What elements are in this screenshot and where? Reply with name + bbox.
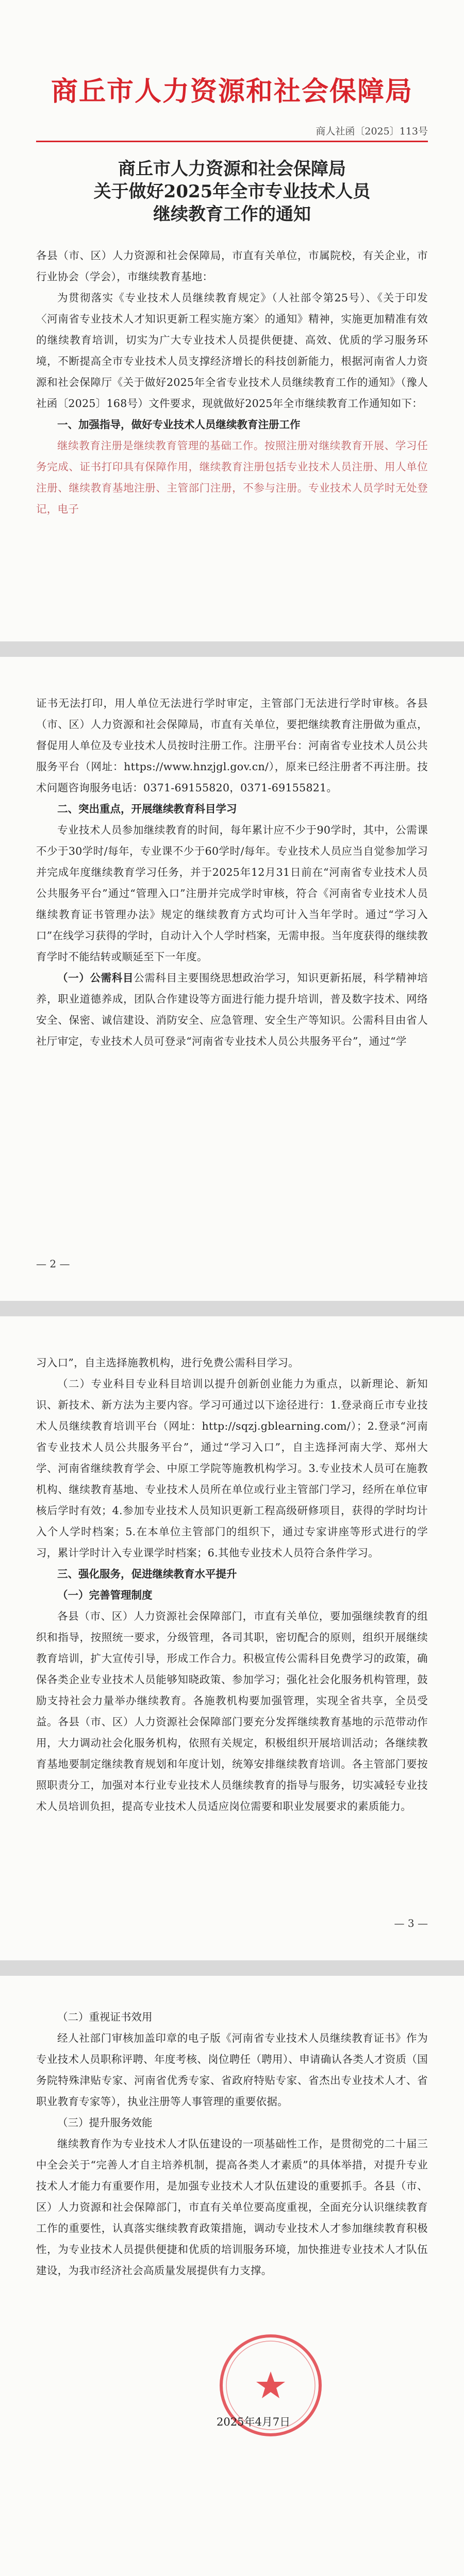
signature-date: 2025年4月7日 bbox=[217, 2416, 291, 2428]
section-2-paragraph-1: 专业技术人员参加继续教育的时间，每年累计应不少于90学时，其中，公需课不少于30学时/每年，专业课不少于60学时/每年。专业技术人员应当自觉参加学习并完成年度继续教育学习任务，并于2025年12月31日前在“河南省专业技术人员公共服务平台”通过“管理入口”注册并完成学时审核，符合《河南省专业技术人员继续教育证书管理办法》规定的继续教育方式均可计入当年学时。通过“学习入口”在线学习获得的学时，自动计入个人学时档案，无需申报。当年度获得的继续教育学时不能结转或顺延至下一年度。 bbox=[36, 824, 428, 963]
page-number-3: — 3 — bbox=[394, 1917, 428, 1929]
section-1-paragraph-1: 继续教育注册是继续教育管理的基础工作。按照注册对继续教育开展、学习任务完成、证书打印具有保障作用，继续教育注册包括专业技术人员注册、用人单位注册、继续教育基地注册、主管部门注册，不参与注册。专业技术人员学时无处登记，电子 bbox=[36, 439, 428, 515]
professional-subject-heading: （二）专业科目 bbox=[57, 1378, 136, 1390]
professional-subject-paragraph bbox=[36, 1374, 428, 1564]
section-1-heading: 一、加强指导，做好专业技术人员继续教育注册工作 bbox=[57, 418, 301, 431]
page-1 bbox=[0, 0, 464, 641]
professional-subject-text: 专业科目培训以提升创新创业能力为重点，以新理论、新知识、新技术、新方法为主要内容。学习可通过以下途径进行：1.登录商丘市专业技术人员继续教育培训平台（网址：http://sqzj.gblearning.com/）；2.登录“河南省专业技术人员公共服务平台”，通过“学习入口”，自主选择河南大学、郑州大学、河南省继续教育学会、中原工学院等施教机构学习。3.专业技术人员可在施教机构、继续教育基地、专业技术人员所在单位或行业主管部门学习，经所在单位审核后学时有效；4.参加专业技术人员知识更新工程高级研修项目，获得的学时均计入个人学时档案；5.在本单位主管部门的组织下，通过专家讲座等形式进行的学习，累计学时计入专业课学时档案；6.其他专业技术人员符合条件学习。 bbox=[36, 1378, 428, 1559]
intro-paragraph: 为贯彻落实《专业技术人员继续教育规定》（人社部令第25号）、《关于印发〈河南省专业技术人才知识更新工程实施方案〉的通知》精神，实施更加精准有效的继续教育培训，切实为广大专业技术人员提供便捷、高效、优质的学习服务环境，不断提高全市专业技术人员支撑经济增长的科技创新能力，根据河南省人力资源和社会保障厅《关于做好2025年全省专业技术人员继续教育工作的通知》（豫人社函〔2025〕168号）文件要求，现就做好2025年全市继续教育工作通知如下： bbox=[36, 292, 428, 410]
org-letterhead: 商丘市人力资源和社会保障局 bbox=[51, 76, 413, 107]
page-3 bbox=[0, 1316, 464, 1960]
public-subject-paragraph bbox=[36, 968, 428, 1052]
section-3-sub-2-text: 经人社部门审核加盖印章的电子版《河南省专业技术人员继续教育证书》作为专业技术人员职称评聘、年度考核、岗位聘任（聘用）、申请确认各类人才资质（国务院特殊津贴专家、河南省优秀专家、省政府特贴专家、省杰出专业技术人才、省职业教育专家等），执业注册等人事管理的重要依据。 bbox=[36, 2032, 428, 2108]
notice-title-line-2: 关于做好2025年全市专业技术人员 bbox=[93, 181, 371, 202]
page-2 bbox=[0, 657, 464, 1301]
section-2-heading: 二、突出重点，开展继续教育科目学习 bbox=[57, 803, 237, 815]
public-subject-text: 公需科目主要围绕思想政治学习，知识更新拓展，科学精神培养，职业道德养成，团队合作建设等方面进行能力提升培训，普及数字技术、网络安全、保密、诚信建设、消防安全、应急管理、安全生产等知识。公需科目由省人社厅审定，专业技术人员可登录“河南省专业技术人员公共服务平台”，通过“学 bbox=[36, 972, 428, 1047]
section-3-heading: 三、强化服务，促进继续教育水平提升 bbox=[57, 1568, 237, 1580]
page-4 bbox=[0, 1976, 464, 2576]
notice-title bbox=[36, 158, 428, 226]
page-number-2: — 2 — bbox=[36, 1258, 70, 1270]
section-3-sub-1-text: 各县（市、区）人力资源社会保障部门，市直有关单位，要加强继续教育的组织和指导，按照统一要求，分级管理，各司其职，密切配合的原则，组织开展继续教育培训，扩大宣传引导，形成工作合力。积极宣传公需科目免费学习的政策，确保各类企业专业技术人员能够知晓政策、参加学习；强化社会化服务机构管理，鼓励支持社会力量举办继续教育。各施教机构要加强管理，实现全省共享，全员受益。各县（市、区）人力资源社会保障部门要充分发挥继续教育基地的示范带动作用，大力调动社会化服务机构，依照有关规定，积极组织开展培训活动；各继续教育基地要制定继续教育规划和年度计划，统筹安排继续教育培训。各主管部门要按照职责分工，加强对本行业专业技术人员继续教育的指导与服务，切实减轻专业技术人员培训负担，提高专业技术人员适应岗位需要和职业发展要求的素质能力。 bbox=[36, 1610, 428, 1812]
section-3-sub-3-heading: （三）提升服务效能 bbox=[57, 2116, 153, 2129]
notice-title-line-3: 继续教育工作的通知 bbox=[153, 204, 311, 225]
document-number: 商人社函〔2025〕113号 bbox=[316, 126, 428, 137]
red-divider bbox=[36, 141, 428, 142]
public-subject-heading: （一）公需科目 bbox=[57, 972, 134, 984]
notice-title-line-1: 商丘市人力资源和社会保障局 bbox=[118, 159, 346, 179]
public-subject-text-continued: 习入口”，自主选择施教机构，进行免费公需科目学习。 bbox=[36, 1357, 299, 1369]
section-3-sub-2-heading: （二）重视证书效用 bbox=[57, 2011, 153, 2023]
addressee: 各县（市、区）人力资源和社会保障局，市直有关单位，市属院校，有关企业，市行业协会（学会），市继续教育基地： bbox=[36, 249, 428, 283]
section-3-sub-1-heading: （一）完善管理制度 bbox=[57, 1589, 153, 1601]
section-3-sub-3-text: 继续教育作为专业技术人才队伍建设的一项基础性工作，是贯彻党的二十届三中全会关于“完善人才自主培养机制，提高各类人才素质”的具体举措，对提升专业技术人才能力有重要作用，是加强专业技术人才队伍建设的重要抓手。各县（市、区）人力资源和社会保障部门，市直有关单位要高度重视，全面充分认识继续教育工作的重要性，认真落实继续教育政策措施，调动专业技术人才参加继续教育积极性，为专业技术人员提供便捷和优质的培训服务环境，加快推进专业技术人才队伍建设，为我市经济社会高质量发展提供有力支撑。 bbox=[36, 2138, 428, 2277]
section-1-paragraph-2: 证书无法打印，用人单位无法进行学时审定，主管部门无法进行学时审核。各县（市、区）人力资源和社会保障局，市直有关单位，要把继续教育注册做为重点，督促用人单位及专业技术人员按时注册工作。注册平台：河南省专业技术人员公共服务平台（网址：https://www.hnzjgl.gov.cn/），原来已经注册者不再注册。技术问题咨询服务电话：0371-69155820，0371-69155821。 bbox=[36, 697, 428, 794]
